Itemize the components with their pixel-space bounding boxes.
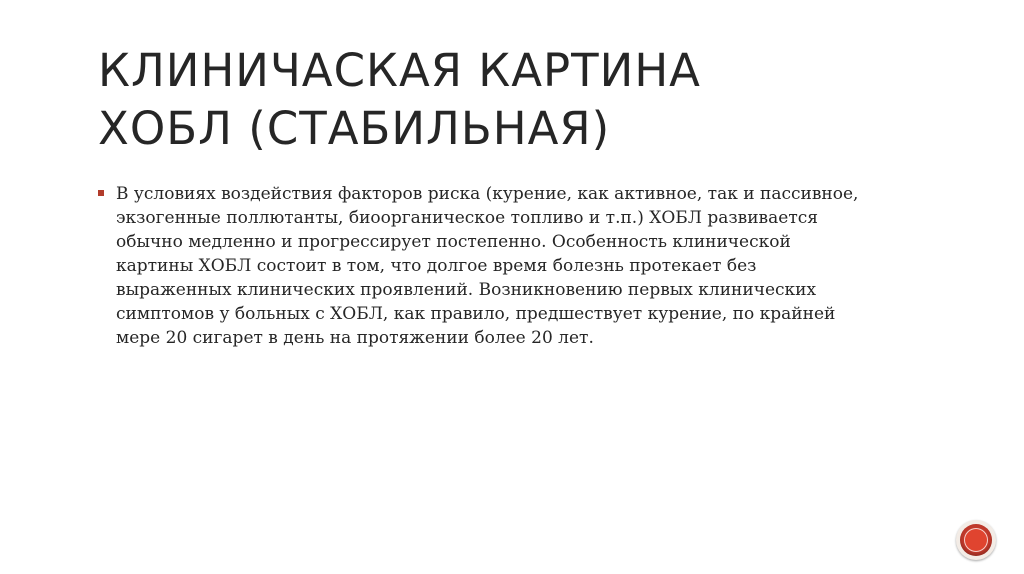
bullet-text (116, 182, 898, 350)
bullet-text-line: В условиях воздействия факторов риска (курение, как активное, так и пассивное, (116, 184, 859, 204)
bullet-text-line: картины ХОБЛ состоит в том, что долгое время болезнь протекает без (116, 256, 757, 276)
circle-button-inner (964, 528, 988, 552)
nav-button[interactable] (956, 520, 996, 560)
slide-title-line-1: КЛИНИЧАСКАЯ КАРТИНА (98, 44, 701, 97)
bullet-text-line: симптомов у больных с ХОБЛ, как правило, предшествует курение, по крайней (116, 304, 836, 324)
bullet-text-line: экзогенные поллютанты, биоорганическое топливо и т.п.) ХОБЛ развивается (116, 208, 818, 228)
bullet-list (98, 182, 898, 350)
list-item (98, 182, 898, 350)
slide-title-line-2: ХОБЛ (СТАБИЛЬНАЯ) (98, 102, 611, 155)
bullet-text-line: мере 20 сигарет в день на протяжении более 20 лет. (116, 328, 594, 348)
slide-title (98, 42, 918, 158)
circle-button-icon (960, 524, 992, 556)
square-bullet-icon (98, 190, 104, 196)
bullet-text-line: выраженных клинических проявлений. Возникновению первых клинических (116, 280, 817, 300)
bullet-text-line: обычно медленно и прогрессирует постепенно. Особенность клинической (116, 232, 791, 252)
